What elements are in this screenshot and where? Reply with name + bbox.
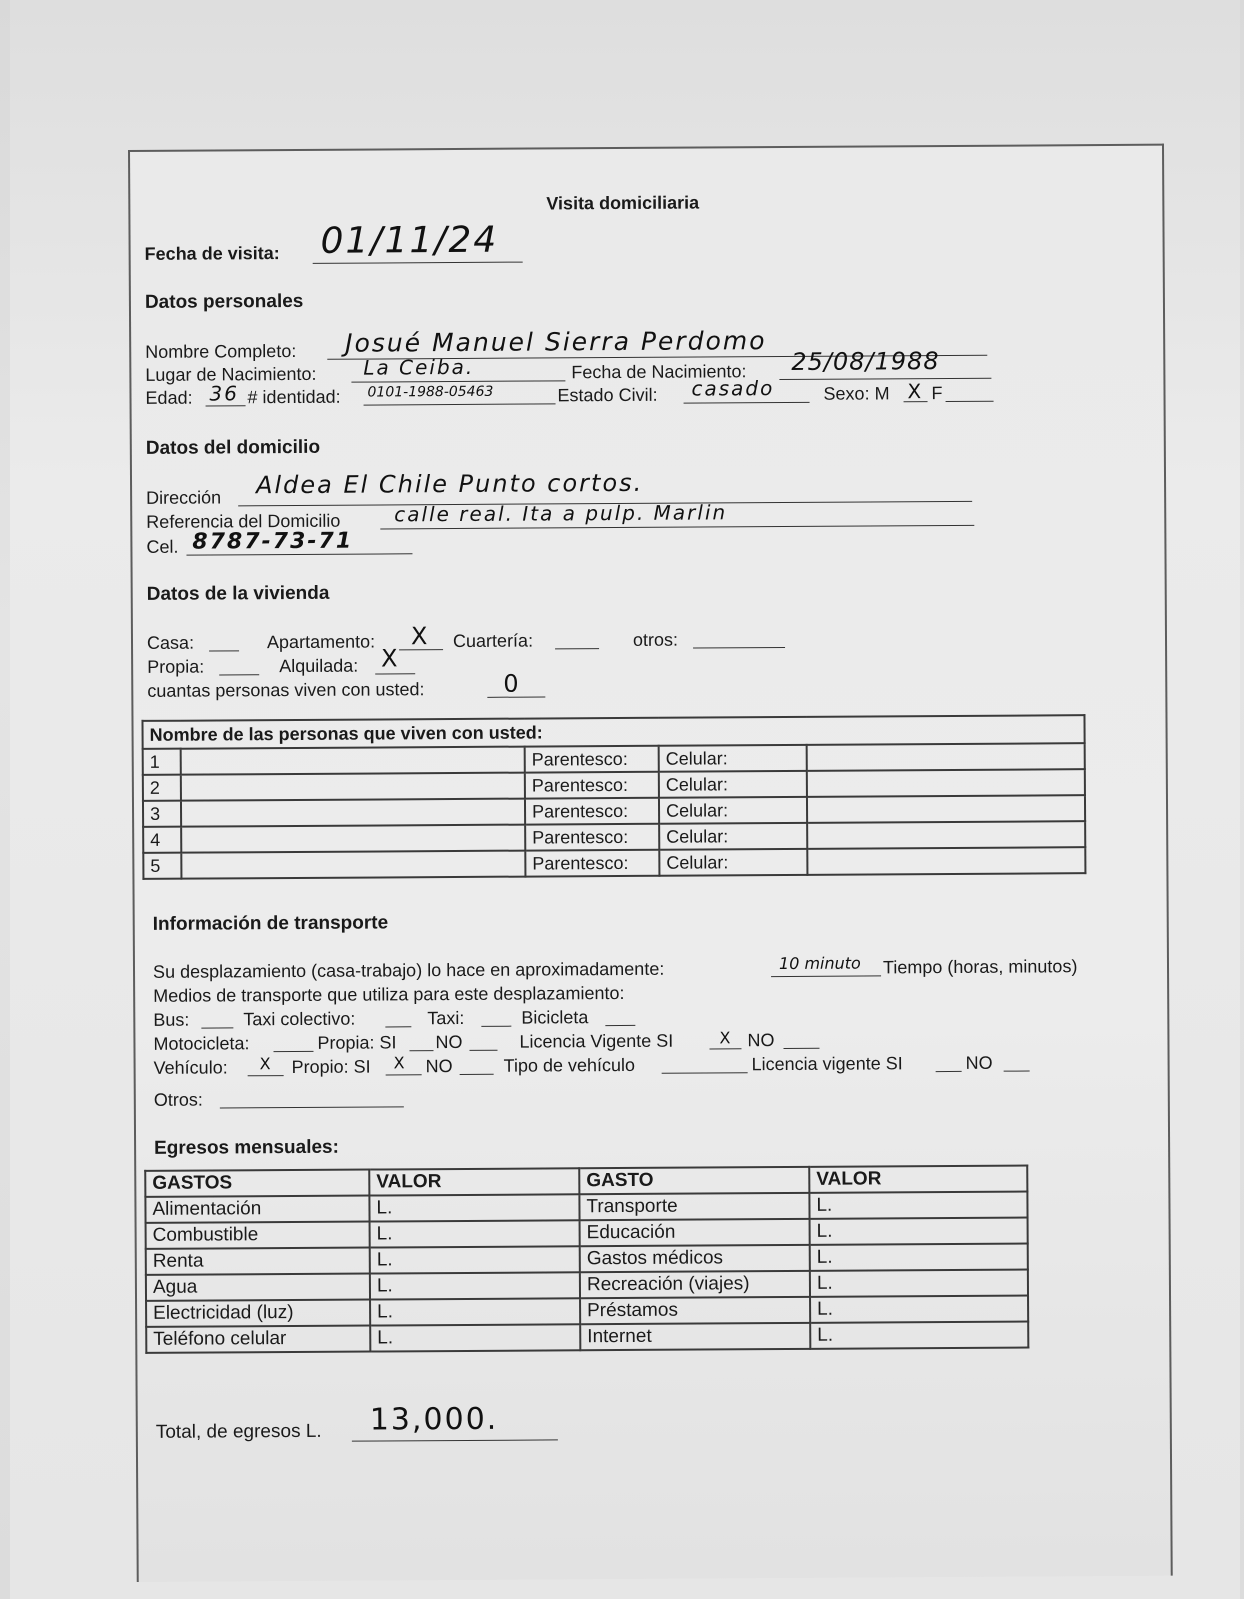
propia-label: Propia: bbox=[147, 656, 205, 677]
total-label: Total, de egresos L. bbox=[155, 1420, 322, 1443]
identidad-value[interactable]: 0101-1988-05463 bbox=[367, 383, 494, 401]
col-gasto: GASTO bbox=[579, 1167, 809, 1194]
gasto-item: Internet bbox=[580, 1323, 810, 1350]
nombre-cell[interactable] bbox=[181, 851, 525, 879]
celular-cell[interactable] bbox=[807, 795, 1085, 823]
egresos-table bbox=[144, 1165, 1029, 1354]
propia-line[interactable] bbox=[219, 674, 259, 675]
valor-cell[interactable]: L. bbox=[370, 1246, 580, 1273]
propio-no-label: NO bbox=[425, 1056, 453, 1077]
tipo-label: Tipo de vehículo bbox=[503, 1054, 636, 1076]
alquilada-line bbox=[375, 673, 415, 674]
apartamento-mark[interactable]: X bbox=[410, 622, 430, 651]
valor-cell[interactable]: L. bbox=[810, 1244, 1028, 1271]
licencia2-si-line[interactable] bbox=[936, 1071, 962, 1072]
direccion-label: Dirección bbox=[146, 487, 222, 508]
taxi-label: Taxi: bbox=[427, 1007, 465, 1029]
transporte-heading: Información de transporte bbox=[152, 912, 389, 935]
propio-mark[interactable]: X bbox=[393, 1053, 407, 1073]
form-title: Visita domiciliaria bbox=[546, 192, 700, 214]
valor-cell[interactable]: L. bbox=[370, 1220, 580, 1247]
celular-label: Celular: bbox=[659, 745, 807, 772]
bicicleta-label: Bicicleta bbox=[521, 1007, 589, 1028]
edad-value[interactable]: 36 bbox=[209, 381, 240, 406]
datos-personales-heading: Datos personales bbox=[144, 290, 304, 313]
celular-label: Celular: bbox=[659, 797, 807, 824]
estado-value[interactable]: casado bbox=[691, 376, 775, 401]
bicicleta-line[interactable] bbox=[605, 1025, 635, 1026]
cuarteria-label: Cuartería: bbox=[452, 630, 534, 652]
gasto-item: Transporte bbox=[579, 1193, 809, 1220]
direccion-value[interactable]: Aldea El Chile Punto cortos. bbox=[255, 468, 644, 500]
tiempo-label: Tiempo (horas, minutos) bbox=[882, 956, 1078, 978]
licencia-label: Licencia Vigente SI bbox=[519, 1030, 674, 1052]
parentesco-label: Parentesco: bbox=[525, 746, 659, 773]
moto-propia-si-line[interactable] bbox=[410, 1050, 434, 1051]
referencia-label: Referencia del Domicilio bbox=[146, 510, 341, 532]
lugar-value[interactable]: La Ceiba. bbox=[363, 354, 475, 380]
sexo-m-mark[interactable]: X bbox=[907, 379, 924, 404]
nombre-cell[interactable] bbox=[181, 825, 525, 853]
moto-no-label: NO bbox=[435, 1031, 463, 1053]
alquilada-mark[interactable]: X bbox=[381, 644, 400, 673]
valor-cell[interactable]: L. bbox=[369, 1194, 579, 1221]
celular-label: Celular: bbox=[659, 823, 807, 850]
desplazamiento-value[interactable]: 10 minuto bbox=[778, 953, 861, 974]
table-row bbox=[146, 1322, 1028, 1353]
nombre-cell[interactable] bbox=[181, 773, 525, 801]
parentesco-label: Parentesco: bbox=[525, 772, 659, 799]
propio-no-line[interactable] bbox=[460, 1074, 494, 1075]
sexo-label: Sexo: M bbox=[823, 383, 890, 404]
parentesco-label: Parentesco: bbox=[525, 798, 659, 825]
form-frame bbox=[128, 144, 1173, 1582]
licencia2-label: Licencia vigente SI bbox=[751, 1053, 903, 1075]
otros-vivienda-label: otros: bbox=[632, 629, 679, 650]
gasto-item: Electricidad (luz) bbox=[146, 1300, 370, 1327]
tipo-line[interactable] bbox=[662, 1072, 748, 1074]
celular-cell[interactable] bbox=[807, 769, 1085, 797]
row-number: 2 bbox=[143, 775, 181, 801]
fecha-nac-line bbox=[779, 378, 991, 380]
otros-transporte-line[interactable] bbox=[220, 1106, 404, 1108]
lugar-label: Lugar de Nacimiento: bbox=[145, 363, 317, 385]
personas-table-header: Nombre de las personas que viven con usted: bbox=[142, 715, 1084, 749]
table-row bbox=[143, 847, 1085, 879]
licencia-no-label: NO bbox=[747, 1030, 775, 1051]
vivienda-heading: Datos de la vivienda bbox=[146, 582, 330, 605]
taxi-colectivo-label: Taxi colectivo: bbox=[243, 1008, 356, 1030]
sexo-f-label: F bbox=[931, 383, 943, 404]
row-number: 5 bbox=[143, 853, 181, 879]
celular-cell[interactable] bbox=[807, 743, 1085, 771]
alquilada-label: Alquilada: bbox=[279, 655, 359, 677]
celular-label: Celular: bbox=[659, 849, 807, 876]
medios-label: Medios de transporte que utiliza para este desplazamiento: bbox=[153, 982, 625, 1006]
celular-cell[interactable] bbox=[807, 821, 1085, 849]
celular-cell[interactable] bbox=[807, 847, 1085, 875]
valor-cell[interactable]: L. bbox=[810, 1270, 1028, 1297]
edad-label: Edad: bbox=[145, 387, 193, 408]
vehiculo-mark[interactable]: X bbox=[259, 1054, 273, 1074]
otros-transporte-label: Otros: bbox=[153, 1089, 203, 1110]
row-number: 3 bbox=[143, 801, 181, 827]
casa-line[interactable] bbox=[209, 650, 239, 651]
total-line bbox=[352, 1439, 558, 1441]
fecha-label: Fecha de visita: bbox=[144, 243, 280, 264]
fecha-nac-value[interactable]: 25/08/1988 bbox=[791, 347, 940, 376]
gasto-item: Recreación (viajes) bbox=[580, 1271, 810, 1298]
taxi-colectivo-line[interactable] bbox=[385, 1026, 411, 1027]
gasto-item: Renta bbox=[146, 1248, 370, 1275]
vehiculo-line bbox=[248, 1075, 284, 1076]
valor-cell[interactable]: L. bbox=[809, 1192, 1027, 1219]
row-number: 4 bbox=[143, 827, 181, 853]
valor-cell[interactable]: L. bbox=[810, 1322, 1028, 1349]
lugar-line bbox=[351, 380, 565, 382]
col-valor2: VALOR bbox=[809, 1166, 1027, 1193]
bus-line[interactable] bbox=[201, 1027, 233, 1028]
desplazamiento-line bbox=[771, 975, 881, 977]
nombre-cell[interactable] bbox=[181, 747, 525, 775]
cuantas-value[interactable]: 0 bbox=[503, 669, 521, 698]
propio-si-line bbox=[386, 1074, 422, 1075]
gasto-item: Educación bbox=[580, 1219, 810, 1246]
vehiculo-label: Vehículo: bbox=[153, 1057, 228, 1078]
fecha-value[interactable]: 01/11/24 bbox=[320, 219, 499, 262]
gasto-item: Alimentación bbox=[145, 1196, 369, 1223]
propio-label: Propio: SI bbox=[291, 1056, 371, 1078]
fecha-line bbox=[313, 262, 523, 264]
valor-cell[interactable]: L. bbox=[810, 1296, 1028, 1323]
nombre-value[interactable]: Josué Manuel Sierra Perdomo bbox=[345, 326, 767, 358]
apartamento-label: Apartamento: bbox=[266, 631, 376, 653]
desplazamiento-label: Su desplazamiento (casa-trabajo) lo hace en aproximadamente: bbox=[152, 958, 665, 982]
sexo-f-line[interactable] bbox=[946, 401, 994, 402]
moto-propia-label: Propia: SI bbox=[317, 1032, 397, 1053]
casa-label: Casa: bbox=[146, 632, 195, 653]
valor-cell[interactable]: L. bbox=[370, 1324, 580, 1351]
otros-vivienda-line[interactable] bbox=[693, 647, 785, 649]
parentesco-label: Parentesco: bbox=[525, 850, 659, 877]
cel-label: Cel. bbox=[146, 536, 179, 557]
valor-cell[interactable]: L. bbox=[370, 1272, 580, 1299]
licencia-si-line bbox=[709, 1048, 741, 1049]
gasto-item: Combustible bbox=[146, 1222, 370, 1249]
celular-label: Celular: bbox=[659, 771, 807, 798]
taxi-line[interactable] bbox=[481, 1026, 511, 1027]
fecha-nac-label: Fecha de Nacimiento: bbox=[571, 361, 747, 383]
cel-value[interactable]: 8787-73-71 bbox=[192, 528, 354, 555]
egresos-heading: Egresos mensuales: bbox=[154, 1136, 339, 1159]
moto-no-line[interactable] bbox=[470, 1050, 498, 1051]
col-valor: VALOR bbox=[369, 1168, 579, 1195]
row-number: 1 bbox=[143, 749, 181, 775]
bus-label: Bus: bbox=[153, 1009, 190, 1030]
estado-line bbox=[684, 402, 810, 404]
total-value[interactable]: 13,000. bbox=[369, 1401, 499, 1438]
referencia-value[interactable]: calle real. Ita a pulp. Marlin bbox=[394, 500, 728, 527]
cuantas-label: cuantas personas viven con usted: bbox=[147, 679, 425, 701]
gasto-item: Gastos médicos bbox=[580, 1245, 810, 1272]
licencia-mark[interactable]: X bbox=[719, 1028, 733, 1048]
valor-cell[interactable]: L. bbox=[810, 1218, 1028, 1245]
cuarteria-line[interactable] bbox=[555, 648, 599, 649]
estado-label: Estado Civil: bbox=[557, 384, 658, 406]
gasto-item: Agua bbox=[146, 1274, 370, 1301]
motocicleta-label: Motocicleta: bbox=[153, 1033, 250, 1054]
licencia2-no-label: NO bbox=[965, 1052, 993, 1073]
licencia2-no-line[interactable] bbox=[1004, 1071, 1030, 1072]
licencia-no-line[interactable] bbox=[783, 1048, 819, 1049]
gasto-item: Teléfono celular bbox=[146, 1326, 370, 1353]
nombre-label: Nombre Completo: bbox=[145, 340, 297, 362]
motocicleta-line[interactable] bbox=[274, 1051, 314, 1052]
col-gastos: GASTOS bbox=[145, 1170, 369, 1197]
personas-table bbox=[141, 714, 1086, 880]
gasto-item: Préstamos bbox=[580, 1297, 810, 1324]
identidad-label: # identidad: bbox=[247, 386, 341, 408]
identidad-line bbox=[364, 403, 556, 405]
parentesco-label: Parentesco: bbox=[525, 824, 659, 851]
nombre-cell[interactable] bbox=[181, 799, 525, 827]
domicilio-heading: Datos del domicilio bbox=[145, 436, 321, 459]
valor-cell[interactable]: L. bbox=[370, 1298, 580, 1325]
